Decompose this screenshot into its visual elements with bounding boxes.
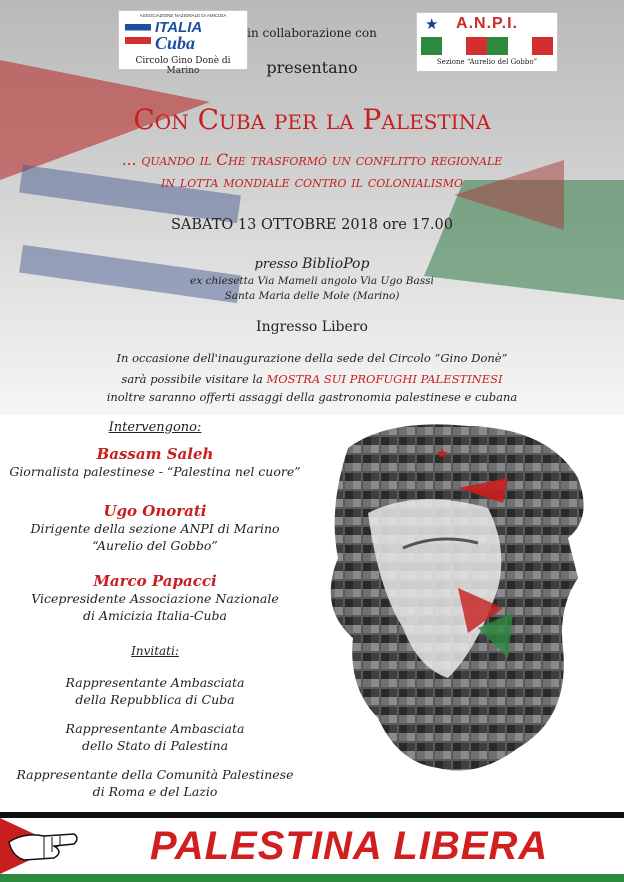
speaker-role-2: di Amicizia Italia-Cuba — [82, 608, 227, 623]
footer-green-band — [0, 874, 624, 882]
speaker-role-2: “Aurelio del Gobbo” — [92, 538, 218, 553]
venue-prefix: presso — [254, 257, 298, 272]
event-date: SABATO 13 OTTOBRE 2018 ore 17.00 — [171, 217, 453, 233]
speaker-item — [0, 502, 310, 554]
invited-line: Rappresentante Ambasciata — [65, 721, 245, 736]
event-desc-3: inoltre saranno offerti assaggi della gastronomia palestinese e cubana — [106, 390, 518, 404]
event-desc-2 — [0, 372, 624, 386]
footer-banner — [0, 812, 624, 882]
che-mosaic-portrait — [308, 418, 598, 798]
collab-text: in collaborazione con — [247, 26, 377, 40]
invited-line: dello Stato di Palestina — [81, 738, 229, 753]
invited-line: Rappresentante Ambasciata — [65, 675, 245, 690]
star-icon: ★ — [425, 15, 439, 33]
event-subtitle-1: ... quando il Che trasformò un conflitto regionale — [121, 151, 503, 169]
speakers-label: Intervengono: — [108, 420, 202, 435]
speaker-name: Bassam Saleh — [96, 445, 214, 463]
venue-address-2: Santa Maria delle Mole (Marino) — [224, 290, 400, 302]
event-subtitle-2: in lotta mondiale contro il colonialismo — [161, 173, 463, 191]
speaker-name: Ugo Onorati — [103, 502, 207, 520]
invited-line: Rappresentante della Comunità Palestinese — [16, 767, 294, 782]
speaker-item — [0, 445, 310, 480]
speaker-item — [0, 572, 310, 624]
invited-line: di Roma e del Lazio — [92, 784, 218, 799]
logo-assoc-text: ASSOCIAZIONE NAZIONALE DI AMICIZIA — [139, 13, 227, 18]
speaker-name: Marco Papacci — [93, 572, 217, 590]
venue-name: BiblioPop — [302, 256, 370, 272]
event-desc-1: In occasione dell'inaugurazione della sede del Circolo “Gino Donè” — [116, 351, 508, 365]
venue-address-1: ex chiesetta Via Mameli angolo Via Ugo Bassi — [190, 275, 434, 287]
logo-sezione-text: Sezione “Aurelio del Gobbo” — [436, 58, 538, 66]
exhibition-highlight: MOSTRA SUI PROFUGHI PALESTINESI — [266, 372, 503, 386]
event-desc-2-pre: sarà possibile visitare la — [121, 372, 263, 386]
invited-item — [0, 720, 310, 754]
speaker-role: Giornalista palestinese - “Palestina nel cuore” — [9, 464, 301, 479]
svg-text:★: ★ — [436, 446, 449, 462]
entry-text: Ingresso Libero — [256, 319, 368, 335]
fist-icon — [4, 822, 84, 872]
invited-item — [0, 766, 310, 800]
logo-tricolor-icon — [421, 37, 553, 55]
footer-black-band — [0, 812, 624, 818]
speaker-role: Dirigente della sezione ANPI di Marino — [30, 521, 280, 536]
anpi-logo — [416, 12, 558, 72]
logo-circolo-text: Circolo Gino Donè di Marino — [135, 56, 231, 76]
invited-line: della Repubblica di Cuba — [75, 692, 235, 707]
venue-line — [0, 256, 624, 272]
invited-label: Invitati: — [131, 644, 179, 658]
presenting-text: presentano — [266, 58, 358, 77]
speaker-role: Vicepresidente Associazione Nazionale — [31, 591, 279, 606]
logo-italia-text: ITALIA — [155, 19, 203, 36]
logo-anpi-text: A.N.P.I. — [456, 15, 518, 32]
invited-item — [0, 674, 310, 708]
logo-cuba-text: Cuba — [155, 33, 196, 53]
speakers-section — [0, 420, 310, 800]
event-title: Con Cuba per la Palestina — [133, 103, 491, 136]
palestina-libera-slogan: PALESTINA LIBERA — [150, 824, 549, 868]
